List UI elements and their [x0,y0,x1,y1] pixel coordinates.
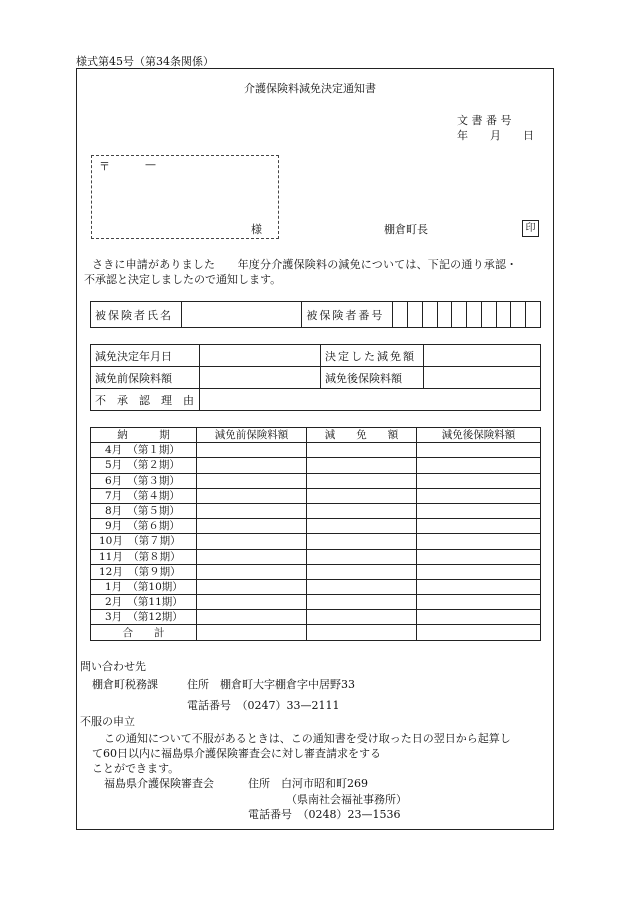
appeal-line-1: この通知について不服があるときは、この通知書を受け取った日の翌日から起算し [104,732,511,745]
table-row [91,458,541,473]
table-row [91,519,541,534]
appeal-line-3: ことができます。 [92,762,180,775]
table-row [91,534,541,549]
contact-phone: 電話番号 （0247）33—2111 [187,699,340,712]
schedule-table [90,427,541,641]
table-row [91,625,541,640]
recipient-suffix: 様 [251,223,262,236]
insured-number-digit [408,302,423,328]
period-label: 4月 （第１期） [91,443,197,458]
body-line-1: さきに申請がありました 年度分介護保険料の減免については、下記の通り承認・ [92,258,518,271]
appeal-heading: 不服の申立 [80,715,135,728]
board-name: 福島県介護保険審査会 [104,777,214,790]
contact-address: 住所 棚倉町大字棚倉字中居野33 [187,678,355,691]
period-label: 2月 （第11期） [91,595,197,610]
date-label: 年 月 日 [457,129,534,142]
insured-number-digit [526,302,541,328]
insured-number-label: 被保険者番号 [302,302,393,328]
period-label: 5月 （第２期） [91,458,197,473]
period-label: 11月 （第８期） [91,549,197,564]
pre-premium-value [200,367,321,389]
insured-number-digit [437,302,452,328]
post-premium-label: 減免後保険料額 [321,367,424,389]
doc-number-label: 文 書 番 号 [457,114,512,127]
table-row [91,579,541,594]
period-label: 3月 （第12期） [91,610,197,625]
post-premium-value [424,367,541,389]
table-row [91,610,541,625]
insured-table [90,301,541,328]
table-row [91,595,541,610]
contact-office: 棚倉町税務課 [92,678,158,691]
table-row [91,443,541,458]
pre-premium-label: 減免前保険料額 [91,367,200,389]
insured-number-digit [452,302,467,328]
insured-number-digit [496,302,511,328]
period-label: 9月 （第６期） [91,519,197,534]
postal-dash: — [145,158,156,171]
decision-date-label: 減免決定年月日 [91,345,200,367]
reject-reason-label: 不 承 認 理 由 [91,389,200,411]
period-label: 1月 （第10期） [91,579,197,594]
table-row [91,549,541,564]
table-row [91,488,541,503]
period-label: 7月 （第４期） [91,488,197,503]
decided-amount-value [424,345,541,367]
seal-mark: 印 [522,220,539,237]
decision-date-value [200,345,321,367]
schedule-header: 納 期 [91,428,197,443]
insured-number-digit [511,302,526,328]
schedule-header: 減免前保険料額 [197,428,307,443]
table-row [91,473,541,488]
table-row [91,503,541,518]
contact-heading: 問い合わせ先 [80,660,146,673]
period-label: 6月 （第３期） [91,473,197,488]
table-row [91,564,541,579]
board-phone: 電話番号 （0248）23—1536 [248,808,401,821]
insured-number-digit [467,302,482,328]
insured-name-label: 被保険者氏名 [91,302,182,328]
decision-table [90,344,541,411]
board-address: 住所 白河市昭和町269 [248,777,368,790]
insured-number-digit [481,302,496,328]
schedule-header: 減 免 額 [307,428,417,443]
total-label: 合 計 [91,625,197,640]
board-address-2: （県南社会福祉事務所） [286,793,407,806]
period-label: 12月 （第９期） [91,564,197,579]
decided-amount-label: 決定した減免額 [321,345,424,367]
insured-number-digit [393,302,408,328]
reject-reason-value [200,389,541,411]
period-label: 10月 （第７期） [91,534,197,549]
period-label: 8月 （第５期） [91,503,197,518]
form-number: 様式第45号（第34条関係） [76,55,214,68]
insured-number-digit [422,302,437,328]
document-title: 介護保険料減免決定通知書 [244,82,376,95]
insured-name-value [181,302,302,328]
schedule-header: 減免後保険料額 [417,428,541,443]
appeal-line-2: て60日以内に福島県介護保険審査会に対し審査請求をする [92,747,381,760]
postal-mark: 〒 [99,160,110,173]
sender: 棚倉町長 [384,223,428,236]
body-line-2: 不承認と決定しましたので通知します。 [84,273,282,286]
